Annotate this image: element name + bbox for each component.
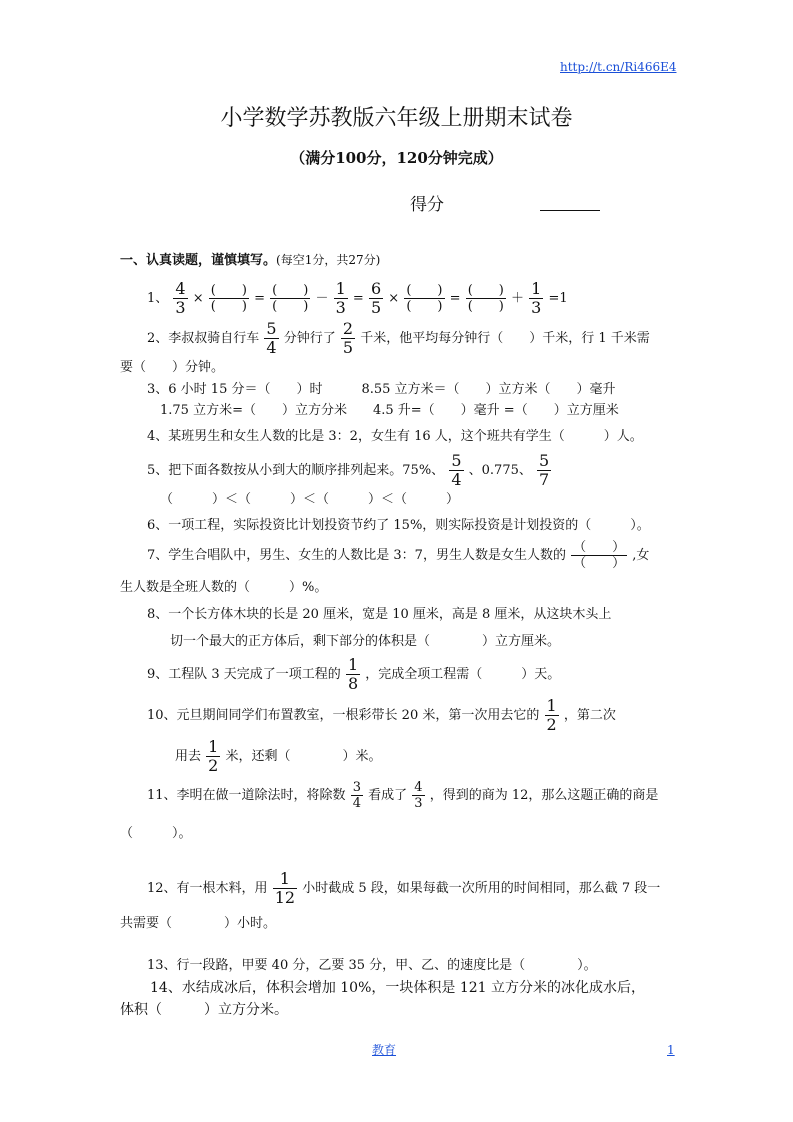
q12-frac: $\frac{1}{12}$ [274, 869, 296, 907]
q10-frac2: $\frac{1}{2}$ [208, 737, 219, 775]
q7-line2: 生人数是全班人数的（ ）%。 [120, 580, 328, 595]
q10-text-c: 用去 [175, 749, 202, 764]
section-heading-text: 一、认真读题，谨慎填写。 [120, 253, 277, 268]
q12-text-b: 小时截成 5 段，如果每截一次所用的时间相同，那么截 7 段一 [302, 881, 661, 896]
section-heading [120, 251, 380, 270]
q1-eq3: = [449, 291, 461, 306]
q2-text-c: 千米，他平均每分钟行（ ）千米，行 1 千米需 [360, 331, 650, 346]
page-number: 1 [667, 1043, 675, 1057]
q8-line1: 8、一个长方体木块的长是 20 厘米，宽是 10 厘米，高是 8 厘米，从这块木头上 [147, 607, 612, 622]
q11-text-a: 11、李明在做一道除法时，将除数 [147, 788, 346, 803]
question-10 [147, 697, 616, 734]
q10-text-a: 10、元旦期间同学们布置教室，一根彩带长 20 米，第一次用去它的 [147, 708, 540, 723]
score-label: 得分 [410, 195, 444, 215]
q1-minus: － [315, 291, 329, 306]
q12-text-a: 12、有一根木料，用 [147, 881, 268, 896]
q1-blank-frac1: $\frac{( )}{( )}$ [210, 283, 247, 314]
q1-blank-frac4: $\frac{( )}{( )}$ [467, 283, 504, 314]
q1-frac2: $\frac{1}{3}$ [335, 279, 346, 317]
q5-text-a: 5、把下面各数按从小到大的顺序排列起来。75%、 [147, 463, 445, 478]
q2-text-b: 分钟行了 [283, 331, 336, 346]
q10-text-d: 米，还剩（ ）米。 [225, 749, 382, 764]
q10-line2 [175, 738, 382, 775]
q7-text-a: 7、学生合唱队中，男生、女生的人数比是 3：7，男生人数是女生人数的 [147, 548, 566, 563]
question-7 [147, 540, 649, 571]
q2-text-a: 2、李叔叔骑自行车 [147, 331, 260, 346]
question-2 [147, 320, 650, 357]
q1-eq2: = [352, 291, 364, 306]
q5-text-b: 、0.775、 [468, 463, 532, 478]
page-title: 小学数学苏教版六年级上册期末试卷 [220, 106, 573, 131]
header-link[interactable]: http://t.cn/Ri466E4 [560, 60, 677, 74]
q14-line1: 14、水结成冰后，体积会增加 10%，一块体积是 121 立方分米的冰化成水后， [150, 980, 646, 996]
q1-plus: ＋ [510, 291, 524, 306]
q5-frac2: $\frac{5}{7}$ [539, 451, 550, 489]
q14-line2: 体积（ ）立方分米。 [120, 1002, 288, 1018]
q2-frac2: $\frac{2}{5}$ [342, 319, 354, 357]
question-13: 13、行一段路，甲要 40 分，乙要 35 分，甲、乙、的速度比是（ ）。 [147, 958, 597, 973]
question-12 [147, 870, 660, 907]
question-11 [147, 780, 658, 811]
q11-frac1: $\frac{3}{4}$ [352, 780, 361, 811]
q1-blank-frac2: $\frac{( )}{( )}$ [272, 283, 309, 314]
question-6: 6、一项工程，实际投资比计划投资节约了 15%，则实际投资是计划投资的（ ）。 [147, 518, 650, 533]
q3-line1: 3、6 小时 15 分＝（ ）时 8.55 立方米＝（ ）立方米（ ）毫升 [147, 382, 616, 397]
score-blank [540, 210, 600, 211]
q1-blank-frac3: $\frac{( )}{( )}$ [406, 283, 443, 314]
q1-end: =1 [548, 291, 568, 306]
q1-eq1: = [254, 291, 265, 306]
q12-line2: 共需要（ ）小时。 [120, 916, 277, 931]
q1-frac4: $\frac{1}{3}$ [531, 279, 542, 317]
q1-frac3: $\frac{6}{5}$ [370, 279, 382, 317]
question-4: 4、某班男生和女生人数的比是 3：2，女生有 16 人，这个班共有学生（ ）人。 [147, 429, 643, 444]
q1-times: × [192, 291, 204, 306]
q9-frac: $\frac{1}{8}$ [347, 655, 359, 693]
q11-frac2: $\frac{4}{3}$ [414, 780, 423, 811]
q2-line2: 要（ ）分钟。 [120, 360, 225, 375]
q7-blank-frac: $\frac{( )}{( )}$ [573, 540, 626, 571]
q10-frac1: $\frac{1}{2}$ [546, 696, 557, 734]
q7-text-b: ,女 [632, 548, 650, 563]
q3-line2: 1.75 立方米=（ ）立方分米 4.5 升=（ ）毫升 =（ ）立方厘米 [160, 403, 619, 418]
q1-frac1: $\frac{4}{3}$ [175, 279, 186, 317]
q1-times2: × [388, 291, 400, 306]
q2-frac1: $\frac{5}{4}$ [266, 319, 277, 357]
q9-text-a: 9、工程队 3 天完成了一项工程的 [147, 667, 341, 682]
footer-link[interactable]: 教育 [372, 1043, 397, 1057]
q8-line2: 切一个最大的正方体后，剩下部分的体积是（ ）立方厘米。 [170, 634, 561, 649]
q10-text-b: ，第二次 [563, 708, 616, 723]
q11-line2: （ ）。 [120, 826, 192, 841]
question-5 [147, 452, 552, 489]
section-note: (每空1分，共27分) [276, 253, 381, 267]
q11-text-b: 看成了 [368, 788, 408, 803]
q5-line2: （ ）＜（ ）＜（ ）＜（ ） [160, 492, 460, 507]
q9-text-b: ，完成全项工程需（ ）天。 [365, 667, 561, 682]
q11-text-c: ，得到的商为 12，那么这题正确的商是 [429, 788, 659, 803]
question-1 [147, 280, 568, 317]
page-subtitle: （满分100分，120分钟完成） [290, 149, 503, 167]
q5-frac1: $\frac{5}{4}$ [451, 451, 462, 489]
q1-prefix: 1、 [147, 291, 169, 306]
question-9 [147, 656, 560, 693]
